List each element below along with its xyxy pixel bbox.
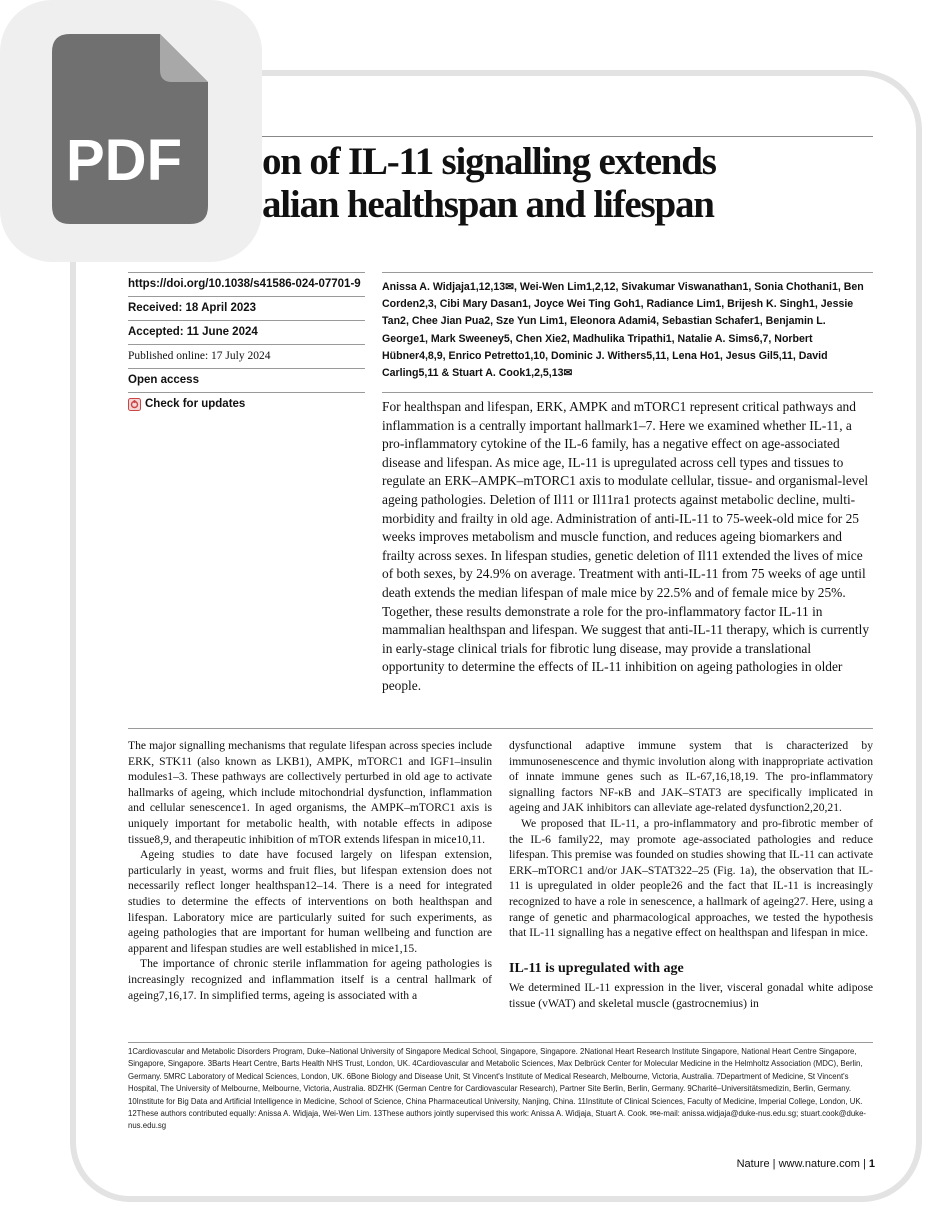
page-number: 1 (868, 1158, 875, 1170)
journal-url[interactable]: www.nature.com (778, 1158, 860, 1170)
footnote-rule (128, 1042, 873, 1043)
pdf-label: PDF (66, 128, 182, 193)
paragraph: We proposed that IL-11, a pro-inflammatory and pro-fibrotic member of the IL-6 family22, may promote age-associated pathologies and reduce lifespan. This premise was founded on studies showing that IL-11 can activate ERK–mTORC1 and/or JAK–STAT322–25 (Fig. 1a), the observation that IL-11 is upregulated in older people26 and the fact that IL-11 is increasingly recognized to have a role in senescence, a hallmark of ageing27. Here, using a range of genetic and pharmacological approaches, we tested the hypothesis that IL-11 signalling has a negative effect on healthspan and lifespan in mice. (509, 816, 873, 940)
check-updates-icon (128, 398, 141, 411)
article-meta (128, 272, 365, 416)
journal-name: Nature (736, 1158, 770, 1170)
page-footer (715, 1158, 875, 1170)
author-list: Anissa A. Widjaja1,12,13✉, Wei-Wen Lim1,2,12, Sivakumar Viswanathan1, Sonia Chothani1, Ben Corden2,3, Cibi Mary Dasan1, Joyce Wei Ting Goh1, Radiance Lim1, Brijesh K. Singh1, Jessie Tan2, Chee Jian Pua2, Sze Yun Lim1, Eleonora Adami4, Sebastian Schafer1, Benjamin L. George1, Mark Sweeney5, Chen Xie2, Madhulika Tripathi1, Natalie A. Sims6,7, Norbert Hübner4,8,9, Enrico Petretto1,10, Dominic J. Withers5,11, Lena Ho1, Jesus Gil5,11, David Carling5,11 & Stuart A. Cook1,2,5,13✉ (382, 272, 873, 382)
pdf-badge (0, 0, 262, 262)
open-access-label: Open access (128, 368, 365, 392)
doi-link[interactable]: https://doi.org/10.1038/s41586-024-07701-9 (128, 272, 365, 296)
title-line-2: alian healthspan and lifespan (262, 183, 714, 226)
body-rule (128, 728, 873, 729)
pdf-file-icon (52, 34, 208, 224)
abstract: For healthspan and lifespan, ERK, AMPK and mTORC1 represent critical pathways and inflammation is a centrally important hallmark1–7. Here we examined whether IL-11, a pro-inflammatory cytokine of the IL-6 family, has a negative effect on age-associated disease and lifespan. As mice age, IL-11 is upregulated across cell types and tissues to regulate an ERK–AMPK–mTORC1 axis to modulate cellular, tissue- and organismal-level ageing pathologies. Deletion of Il11 or Il11ra1 protects against metabolic decline, multi-morbidity and frailty in old age. Administration of anti-IL-11 to 75-week-old mice for 25 weeks improves metabolism and muscle function, and reduces ageing biomarkers and frailty across sexes. In lifespan studies, genetic deletion of Il11 extended the lives of mice of both sexes, by 24.9% on average. Treatment with anti-IL-11 from 75 weeks of age until death extends the median lifespan of male mice by 22.5% and of female mice by 25%. Together, these results demonstrate a role for the pro-inflammatory factor IL-11 in mammalian healthspan and lifespan. We suggest that anti-IL-11 therapy, which is currently in early-stage clinical trials for fibrotic lung disease, may provide a translational opportunity to determine the effects of IL-11 inhibition on ageing pathologies in older people. (382, 399, 870, 693)
check-updates-label: Check for updates (145, 398, 246, 410)
paragraph: The importance of chronic sterile inflammation for ageing pathologies is increasingly recognized and inflammation itself is a central hallmark of ageing7,16,17. In simplified terms, ageing is associated with a (128, 957, 492, 1002)
paragraph: dysfunctional adaptive immune system that is characterized by immunosenescence and thymic involution along with inappropriate activation of innate immune genes such as IL-67,16,18,19. The pro-inflammatory signalling factors NF-κB and JAK–STAT3 are specifically implicated in ageing and JAK inhibitors can alleviate age-related dysfunction2,20,21. (509, 739, 873, 815)
footer-separator: | (862, 1158, 866, 1170)
accepted-date: Accepted: 11 June 2024 (128, 320, 365, 344)
title-line-1: on of IL-11 signalling extends (262, 140, 716, 183)
footer-separator: | (772, 1158, 776, 1170)
received-date: Received: 18 April 2023 (128, 296, 365, 320)
paragraph: Ageing studies to date have focused largely on lifespan extension, particularly in yeast, worms and fruit flies, but lifespan extension does not necessarily reflect longer healthspan12–14. There is a need for integrated studies to determine the effects of interventions on both healthspan and lifespan. Laboratory mice are particularly suited for such experiments, as ageing pathologies that are important for human wellbeing and function are apparent and lifespan studies are well established in mice1,15. (128, 848, 492, 955)
affiliations-footnotes: 1Cardiovascular and Metabolic Disorders Program, Duke–National University of Singapore Medical School, Singapore, Singapore. 2National Heart Research Institute Singapore, National Heart Centre Singapore, Singapore, Singapore. 3Barts Heart Centre, Barts Health NHS Trust, London, UK. 4Cardiovascular and Metabolic Sciences, Max Delbrück Center for Molecular Medicine in the Helmholtz Association (MDC), Berlin, Germany. 5MRC Laboratory of Medical Sciences, London, UK. 6Bone Biology and Disease Unit, St Vincent's Institute of Medical Research, Melbourne, Victoria, Australia. 7Department of Medicine, St Vincent's Hospital, The University of Melbourne, Melbourne, Victoria, Australia. 8DZHK (German Centre for Cardiovascular Research), Partner Site Berlin, Berlin, Germany. 9Charité–Universitätsmedizin, Berlin, Germany. 10Institute for Big Data and Artificial Intelligence in Medicine, School of Science, China Pharmaceutical University, Nanjing, China. 11Institute of Clinical Sciences, Faculty of Medicine, Imperial College, London, UK. 12These authors contributed equally: Anissa A. Widjaja, Wei-Wen Lim. 13These authors jointly supervised this work: Anissa A. Widjaja, Stuart A. Cook. ✉e-mail: anissa.widjaja@duke-nus.edu.sg; stuart.cook@duke-nus.edu.sg (128, 1047, 867, 1131)
published-date: Published online: 17 July 2024 (128, 344, 365, 368)
authors-rule (382, 392, 873, 393)
body-column-left (128, 738, 492, 1003)
body-column-right (509, 738, 873, 1012)
paragraph: The major signalling mechanisms that regulate lifespan across species include ERK, STK11 (also known as LKB1), AMPK, mTORC1 and IGF1–insulin modules1–3. These pathways are collectively perturbed in old age to activate hallmarks of ageing, which include mitochondrial dysfunction, inflammation and cellular senescence1. In aged organisms, the AMPK–mTORC1 axis is uniquely important for metabolic health, with notable effects in adipose tissue8,9, and therapeutic inhibition of mTOR extends lifespan in mice10,11. (128, 739, 492, 846)
section-heading: IL-11 is upregulated with age (509, 960, 684, 976)
check-updates-link[interactable] (128, 392, 365, 416)
paragraph: We determined IL-11 expression in the liver, visceral gonadal white adipose tissue (vWAT) and skeletal muscle (gastrocnemius) in (509, 981, 873, 1010)
